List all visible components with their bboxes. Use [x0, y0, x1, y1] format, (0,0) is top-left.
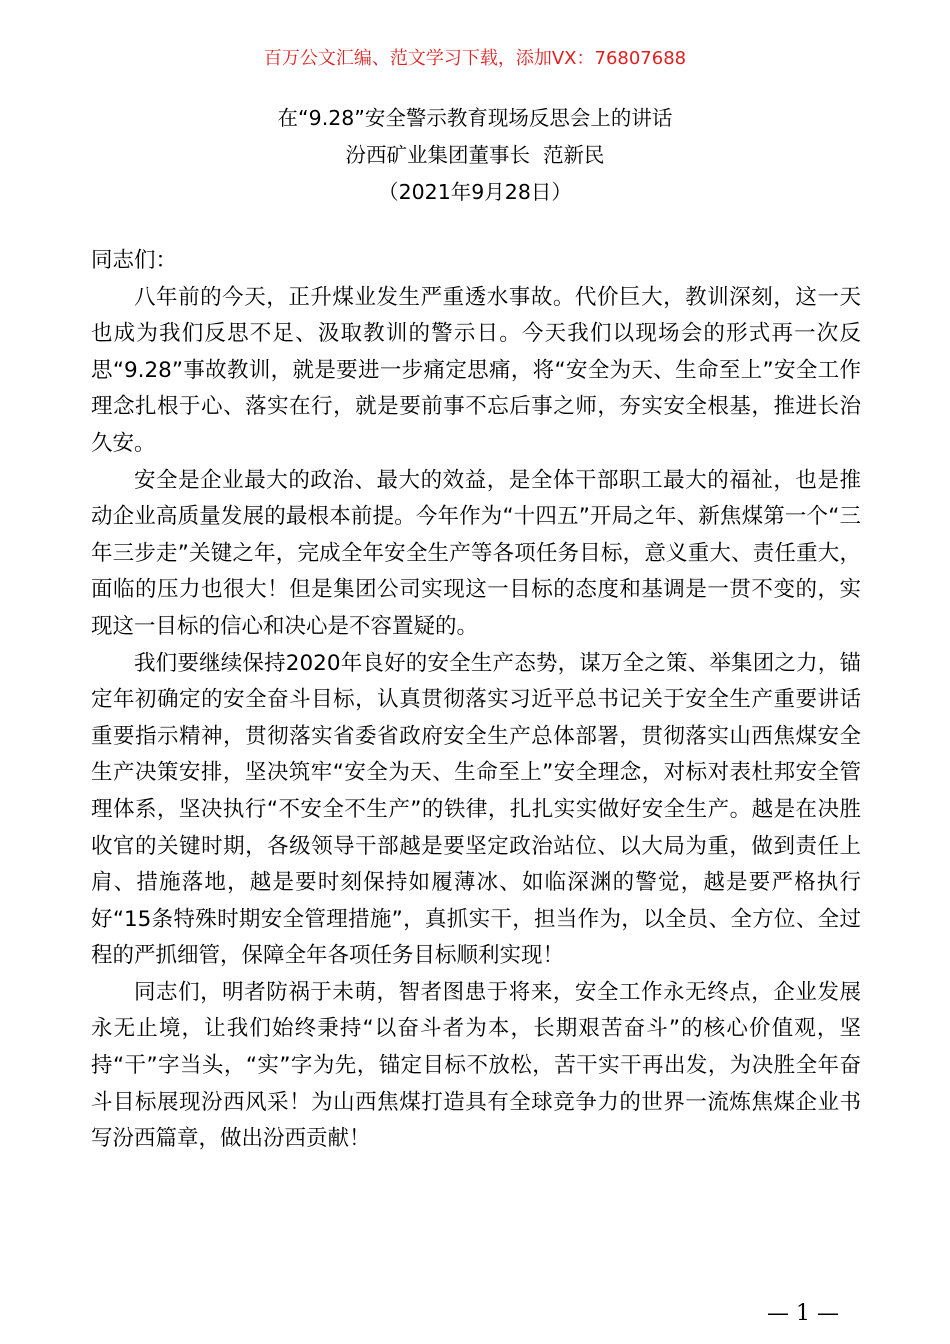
paragraph-4: 同志们，明者防祸于未萌，智者图患于将来，安全工作永无终点，企业发展永无止境，让我们始终秉持“以奋斗者为本，长期艰苦奋斗”的核心价值观，坚持“干”字当头，“实”字为先，锚定目标不放松，苦干实干再出发，为决胜全年奋斗目标展现汾西风采！为山西焦煤打造具有全球竞争力的世界一流炼焦煤企业书写汾西篇章，做出汾西贡献！ [91, 979, 861, 1152]
speech-title: 在“9.28”安全警示教育现场反思会上的讲话 [277, 106, 673, 130]
salutation: 同志们： [91, 248, 178, 273]
paragraph-1: 八年前的今天，正升煤业发生严重透水事故。代价巨大，教训深刻，这一天也成为我们反思不足、汲取教训的警示日。今天我们以现场会的形式再一次反思“9.28”事故教训，就是要进一步痛定思痛，将“安全为天、生命至上”安全工作理念扎根于心、落实在行，就是要前事不忘后事之师，夯实安全根基，推进长治久安。 [91, 284, 861, 456]
speech-date: （2021年9月28日） [378, 180, 572, 204]
speech-body [91, 243, 861, 1158]
watermark-header: 百万公文汇编、范文学习下载，添加VX：76807688 [263, 48, 687, 69]
title-block [0, 100, 950, 211]
paragraph-3: 我们要继续保持2020年良好的安全生产态势，谋万全之策、举集团之力，锚定年初确定的安全奋斗目标，认真贯彻落实习近平总书记关于安全生产重要讲话重要指示精神，贯彻落实省委省政府安全生产总体部署，贯彻落实山西焦煤安全生产决策安排，坚决筑牢“安全为天、生命至上”安全理念，对标对表杜邦安全管理体系，坚决执行“不安全不生产”的铁律，扎扎实实做好安全生产。越是在决胜收官的关键时期，各级领导干部越是要坚定政治站位、以大局为重，做到责任上肩、措施落地，越是要时刻保持如履薄冰、如临深渊的警觉，越是要严格执行好“15条特殊时期安全管理措施”，真抓实干，担当作为，以全员、全方位、全过程的严抓细管，保障全年各项任务目标顺利实现！ [91, 650, 861, 969]
page-number: — 1 — [767, 1301, 839, 1326]
speaker-line: 汾西矿业集团董事长 范新民 [345, 143, 605, 167]
paragraph-2: 安全是企业最大的政治、最大的效益，是全体干部职工最大的福祉，也是推动企业高质量发展的最根本前提。今年作为“十四五”开局之年、新焦煤第一个“三年三步走”关键之年，完成全年安全生产等各项任务目标，意义重大、责任重大，面临的压力也很大！但是集团公司实现这一目标的态度和基调是一贯不变的，实现这一目标的信心和决心是不容置疑的。 [91, 467, 861, 639]
